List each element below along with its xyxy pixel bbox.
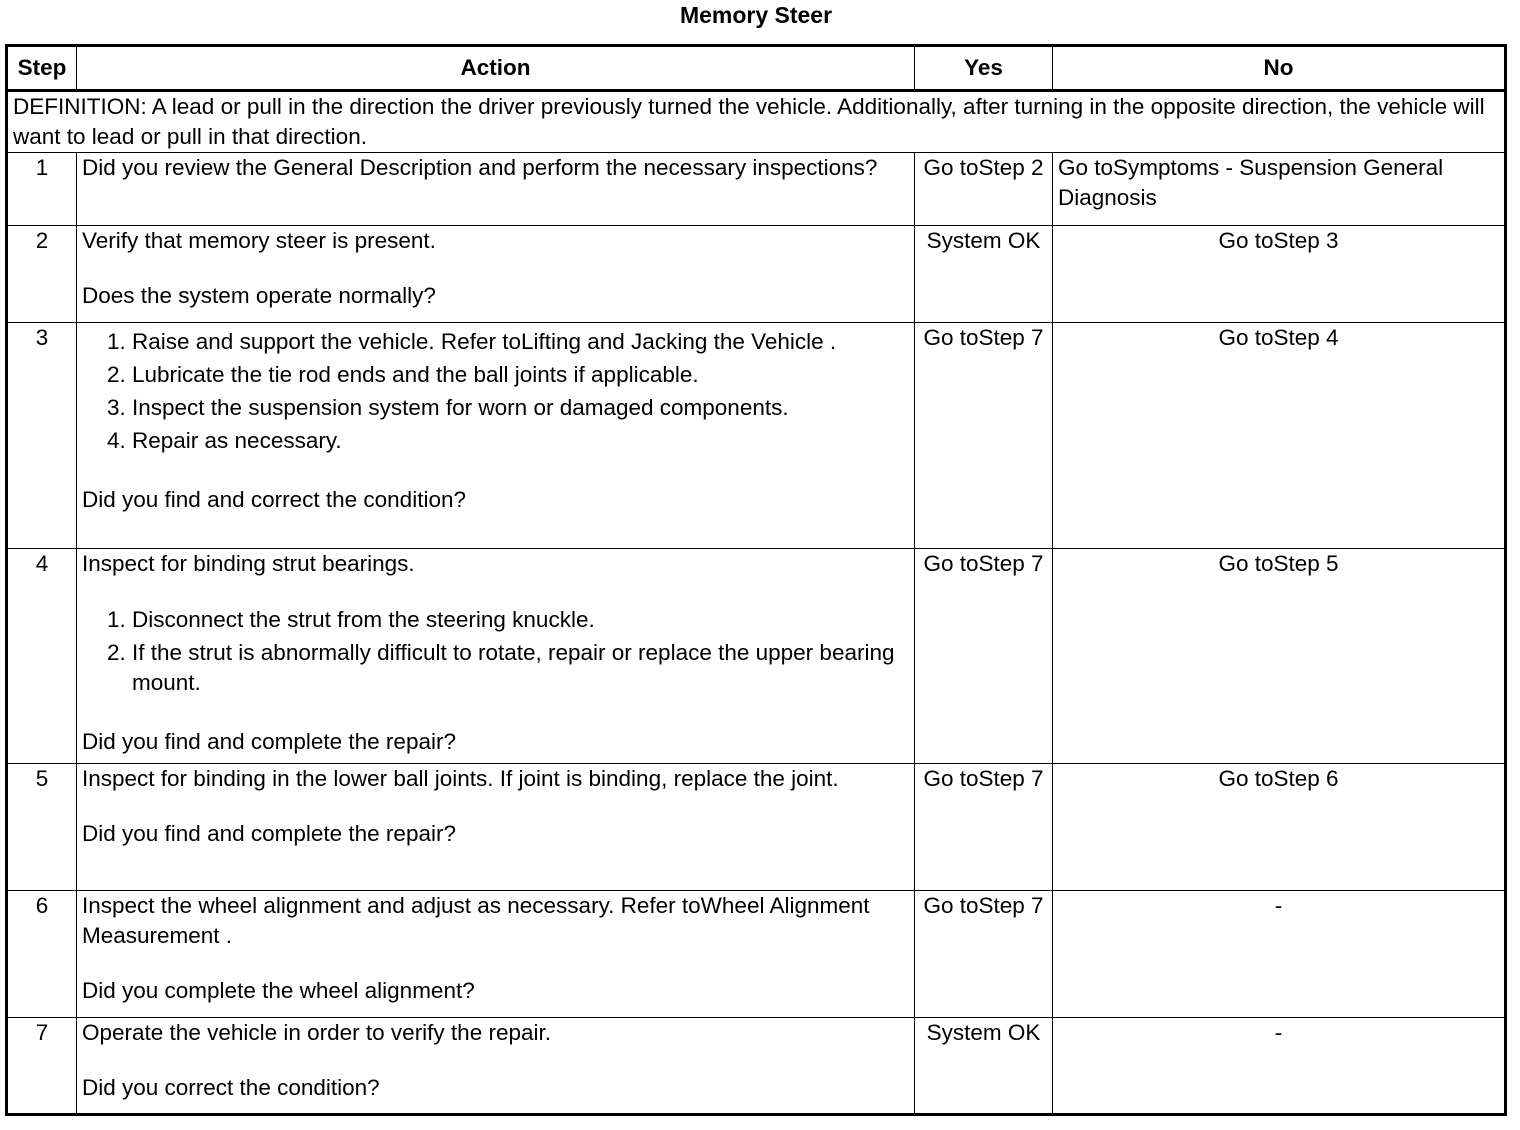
action-cell bbox=[77, 323, 915, 549]
action-intro: Inspect for binding in the lower ball joints. If joint is binding, replace the joint. bbox=[82, 766, 839, 791]
list-item: 1. Raise and support the vehicle. Refer toLifting and Jacking the Vehicle . bbox=[132, 327, 909, 357]
step-number: 1 bbox=[7, 153, 77, 226]
header-row bbox=[7, 46, 1506, 91]
action-question: Did you review the General Description and perform the necessary inspections? bbox=[82, 155, 878, 180]
table-row bbox=[7, 764, 1506, 891]
action-intro: Inspect the wheel alignment and adjust as necessary. Refer toWheel Alignment Measurement . bbox=[82, 893, 870, 948]
action-cell bbox=[77, 1018, 915, 1115]
procedure-list bbox=[82, 327, 909, 456]
yes-cell: System OK bbox=[915, 1018, 1053, 1115]
action-cell bbox=[77, 153, 915, 226]
action-question: Did you find and complete the repair? bbox=[82, 821, 456, 846]
document-title: Memory Steer bbox=[679, 2, 833, 28]
header-action: Action bbox=[77, 46, 915, 91]
no-cell: Go toSymptoms - Suspension General Diagnosis bbox=[1053, 153, 1506, 226]
yes-cell: Go toStep 7 bbox=[915, 549, 1053, 764]
step-number: 2 bbox=[7, 226, 77, 323]
definition-row bbox=[7, 91, 1506, 153]
no-cell: - bbox=[1053, 1018, 1506, 1115]
definition-text: DEFINITION: A lead or pull in the direction the driver previously turned the vehicle. Additionally, after turning in the opposite direction, the vehicle will want to lead or pull in that direction. bbox=[7, 91, 1506, 153]
diagnostic-table bbox=[5, 44, 1507, 1116]
list-item: 4. Repair as necessary. bbox=[132, 426, 909, 456]
action-question: Did you find and complete the repair? bbox=[82, 729, 456, 754]
yes-cell: Go toStep 7 bbox=[915, 891, 1053, 1018]
yes-cell: System OK bbox=[915, 226, 1053, 323]
action-intro: Operate the vehicle in order to verify the repair. bbox=[82, 1020, 551, 1045]
action-intro: Verify that memory steer is present. bbox=[82, 228, 436, 253]
procedure-list bbox=[82, 605, 909, 698]
list-item: 2. If the strut is abnormally difficult to rotate, repair or replace the upper bearing mount. bbox=[132, 638, 909, 698]
step-number: 5 bbox=[7, 764, 77, 891]
no-cell: Go toStep 4 bbox=[1053, 323, 1506, 549]
action-question: Did you find and correct the condition? bbox=[82, 487, 466, 512]
table-row bbox=[7, 153, 1506, 226]
step-number: 3 bbox=[7, 323, 77, 549]
action-question: Does the system operate normally? bbox=[82, 283, 436, 308]
header-no: No bbox=[1053, 46, 1506, 91]
list-item: 2. Lubricate the tie rod ends and the ball joints if applicable. bbox=[132, 360, 909, 390]
header-yes: Yes bbox=[915, 46, 1053, 91]
action-question: Did you complete the wheel alignment? bbox=[82, 978, 475, 1003]
no-cell: - bbox=[1053, 891, 1506, 1018]
yes-cell: Go toStep 7 bbox=[915, 764, 1053, 891]
step-number: 6 bbox=[7, 891, 77, 1018]
action-cell bbox=[77, 549, 915, 764]
action-cell bbox=[77, 764, 915, 891]
step-number: 4 bbox=[7, 549, 77, 764]
no-cell: Go toStep 3 bbox=[1053, 226, 1506, 323]
list-item: 1. Disconnect the strut from the steering knuckle. bbox=[132, 605, 909, 635]
action-cell bbox=[77, 891, 915, 1018]
action-intro: Inspect for binding strut bearings. bbox=[82, 551, 415, 576]
no-cell: Go toStep 5 bbox=[1053, 549, 1506, 764]
table-row bbox=[7, 891, 1506, 1018]
action-cell bbox=[77, 226, 915, 323]
table-row bbox=[7, 1018, 1506, 1115]
list-item: 3. Inspect the suspension system for worn or damaged components. bbox=[132, 393, 909, 423]
table-row bbox=[7, 549, 1506, 764]
no-cell: Go toStep 6 bbox=[1053, 764, 1506, 891]
header-step: Step bbox=[7, 46, 77, 91]
yes-cell: Go toStep 2 bbox=[915, 153, 1053, 226]
table-row bbox=[7, 226, 1506, 323]
step-number: 7 bbox=[7, 1018, 77, 1115]
yes-cell: Go toStep 7 bbox=[915, 323, 1053, 549]
action-question: Did you correct the condition? bbox=[82, 1075, 380, 1100]
table-row bbox=[7, 323, 1506, 549]
